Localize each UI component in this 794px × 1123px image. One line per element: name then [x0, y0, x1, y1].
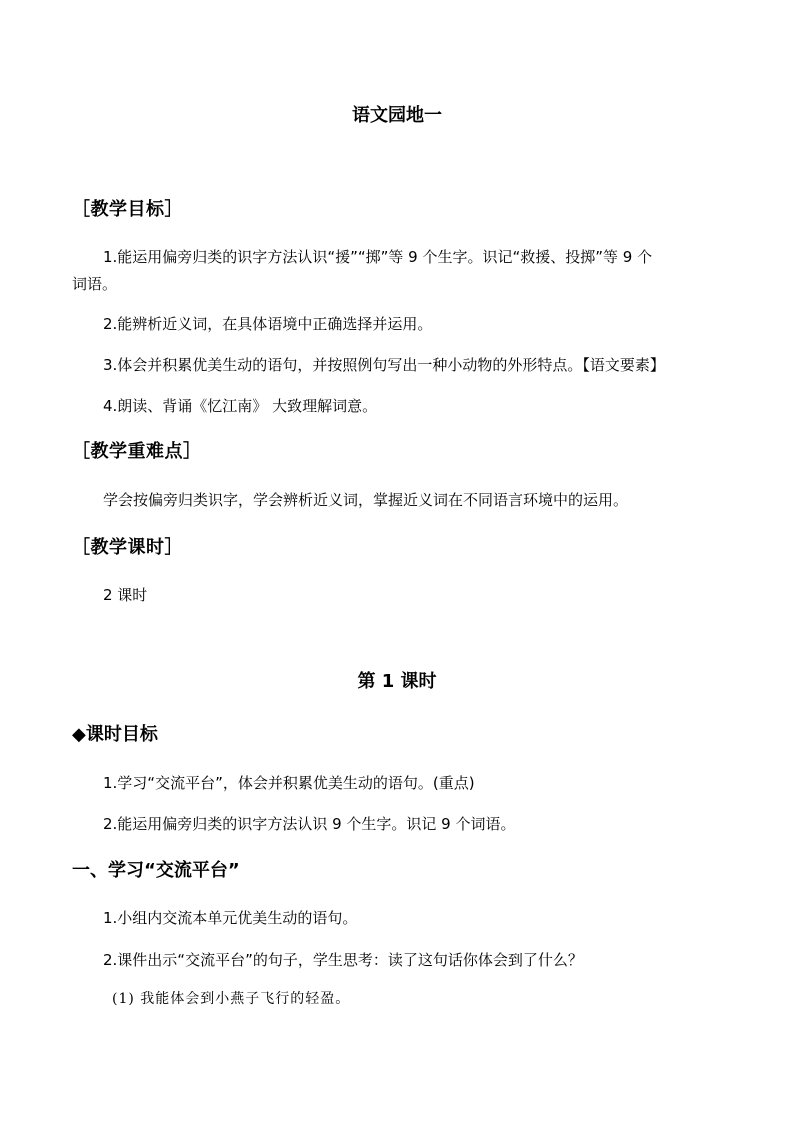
- teaching-goals-heading: ［教学目标］: [72, 199, 183, 220]
- lesson-goal-item-2: 2.能运用偏旁归类的识字方法认识 9 个生字。识记 9 个词语。: [103, 815, 516, 833]
- goal-item-2: 2.能辨析近义词，在具体语境中正确选择并运用。: [103, 315, 433, 333]
- part-one-item-2: 2.课件出示“交流平台”的句子，学生思考：读了这句话你体会到了什么？: [103, 951, 583, 969]
- part-one-subitem-1: (1) 我能体会到小燕子飞行的轻盈。: [112, 991, 351, 1007]
- lesson-goals-heading: ◆课时目标: [72, 724, 158, 745]
- lesson-1-title: 第 1 课时: [357, 671, 437, 692]
- goal-item-1: 1.能运用偏旁归类的识字方法认识“援”“掷”等 9 个生字。识记“救援、投掷”等 9 个: [103, 248, 653, 266]
- part-one-item-1: 1.小组内交流本单元优美生动的语句。: [103, 909, 358, 927]
- teaching-hours-text: 2 课时: [103, 586, 148, 604]
- teaching-key-points-heading: ［教学重难点］: [72, 441, 202, 462]
- teaching-hours-heading: ［教学课时］: [72, 537, 183, 558]
- goal-item-4: 4.朗读、背诵《忆江南》 大致理解词意。: [103, 397, 378, 415]
- part-one-heading: 一、学习“交流平台”: [72, 860, 240, 881]
- goal-item-1-continued: 词语。: [72, 275, 118, 293]
- goal-item-3: 3.体会并积累优美生动的语句，并按照例句写出一种小动物的外形特点。【语文要素】: [103, 356, 665, 374]
- teaching-key-points-text: 学会按偏旁归类识字，学会辨析近义词，掌握近义词在不同语言环境中的运用。: [103, 491, 629, 509]
- lesson-goal-item-1: 1.学习“交流平台”，体会并积累优美生动的语句。(重点): [103, 774, 475, 792]
- document-title: 语文园地一: [352, 105, 442, 126]
